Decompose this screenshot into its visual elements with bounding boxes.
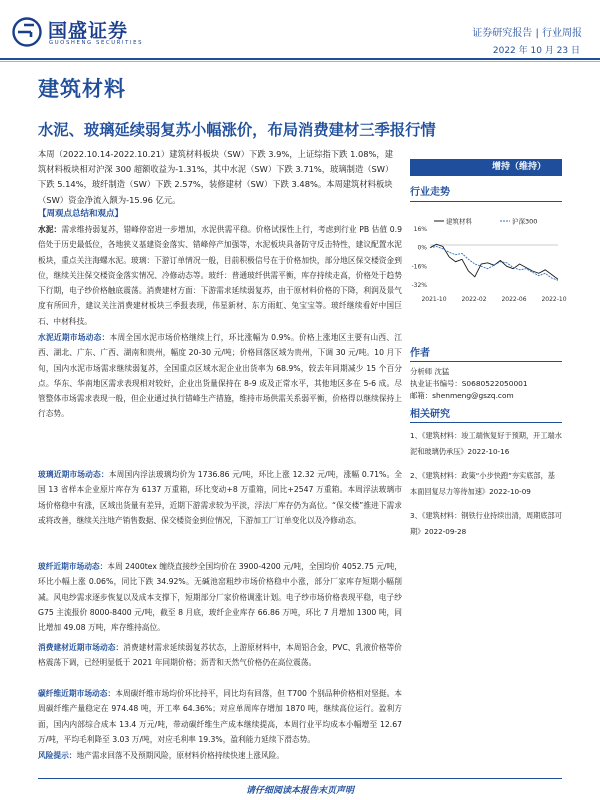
carbon-label: 碳纤维近期市场动态：: [38, 689, 116, 698]
consumer-text: 消费建材需求延续弱复苏状态，上游原材料中，本周铝合金，PVC、乳液价格等价格震荡下调，已经明显低于 2021 年同期价格；沥青和天然气价格仍在高位震荡。: [38, 643, 402, 668]
related-item[interactable]: 3、《建筑材料：钢铁行业持续出清，周期底部可期》2022-09-28: [410, 511, 562, 536]
x-tick-label: 2022-10: [541, 296, 567, 303]
key-points-intro: [38, 222, 402, 329]
y-tick-label: 0%: [417, 244, 427, 252]
cement-text: 本周全国水泥市场价格继续上行，环比涨幅为 0.9%。价格上涨地区主要有山西、江西、湖北、广东、广西、湖南和贵州，幅度 20-30 元/吨；价格回落区域为贵州，下调 30 元/吨。10 月下旬，国内水泥市场需求继续弱复苏，全国重点区域水泥企业出货率为 68.9%，较去年同期减少 15 个百分点。华东、华南地区需求表现相对较好，企业出货量保持在 8-9 成及正常水平，其他地区多在 5-6 成。尽管整体市场需求表现一般，但企业通过执行错峰生产措施，维持市场供需关系弱平衡，价格得以继续保持上行态势。: [38, 333, 402, 419]
intro-lead: 水泥：: [38, 225, 62, 234]
y-tick-label: -16%: [411, 263, 427, 271]
logo-english: GUOSHENG SECURITIES: [49, 40, 144, 46]
related-heading: 相关研究: [410, 409, 450, 420]
related-item[interactable]: 1、《建筑材料：竣工端恢复好于预期，开工端水泥和玻璃仍承压》2022-10-16: [410, 431, 562, 456]
related-rule: [410, 422, 562, 423]
consumer-section: [38, 640, 402, 671]
intro-text: 需求维持弱复苏，错峰停窑进一步增加，水泥供需平稳。价格试探性上行，考虑到行业 PB 估值 0.9 倍处于历史最低位，各地狭义基建资金落实、错峰停产加强等，水泥板块具备防守反击特性，建议配置水泥板块，重点关注海螺水泥。玻璃：下游订单情况一般，目前积极信号在于价格加快，部分地区保交楼资金到位，继续关注保交楼资金落实情况、冷修动态等。玻纤：普通玻纤供需平衡，库存持续走高，价格处于趋势下行期，电子纱价格触底震荡。消费建材方面：下游需求延续弱复苏，由于原材料价格的下降，利润及景气度有所回升，建议关注消费建材板块三季报表现，伟星新材、东方雨虹、兔宝宝等。玻纤继续看好中国巨石、中材科技。: [38, 225, 402, 326]
header-divider-thin: [0, 61, 600, 62]
glass-section: [38, 467, 402, 528]
footer-disclaimer: 请仔细阅读本报告末页声明: [245, 786, 354, 796]
guosheng-logo-icon: [12, 17, 42, 47]
risk-section: [38, 748, 402, 763]
consumer-label: 消费建材近期市场动态：: [38, 643, 124, 652]
fiber-label: 玻纤近期市场动态：: [38, 562, 108, 571]
y-tick-label: -32%: [411, 282, 427, 289]
related-item[interactable]: 2、《建筑材料：政策“小步快跑”夯实底部，基本面回复尽力等待加速》2022-10-09: [410, 471, 555, 496]
cement-section: [38, 330, 402, 422]
y-tick-label: 16%: [413, 226, 427, 233]
series-line-沪深300: [430, 247, 558, 281]
cement-label: 水泥近期市场动态：: [38, 333, 110, 342]
report-type: 证券研究报告 | 行业周报: [472, 28, 582, 39]
x-tick-label: 2022-06: [501, 296, 527, 303]
report-date: 2022 年 10 月 23 日: [492, 46, 580, 56]
analyst-name: 分析师 沈猛: [410, 367, 450, 376]
report-headline: 水泥、玻璃延续弱复苏小幅涨价，布局消费建材三季报行情: [38, 121, 436, 139]
carbon-text: 本周碳纤维市场均价环比持平，同比均有回落，但 T700 个别品种价格相对坚挺。本周碳纤维产量稳定在 974.48 吨，开工率 64.36%；对应单周库存增加 1870 吨，继续高位运行。盈利方面，国内内部综合成本 13.4 万元/吨，带动碳纤维生产成本继续提高，本周行业平均成本小幅增至 12.67 万/吨，平均毛利降至 3.03 万/吨，对应毛利率 19.3%，盈利能力延续下滑态势。: [38, 689, 402, 744]
weekly-summary: 本周（2022.10.14-2022.10.21）建筑材料板块（SW）下跌 3.9%，上证综指下跌 1.08%，建筑材料板块相对沪深 300 超额收益为-1.31%，其中水泥（SW）下跌 3.71%，玻璃制造（SW）下跌 5.14%，玻纤制造（SW）下跌 2.57%，装修建材（SW）下跌 3.48%。本周建筑材料板块（SW）资金净流入额为-15.96 亿元。: [38, 149, 394, 205]
footer-divider: [38, 778, 562, 779]
fiber-section: [38, 559, 402, 635]
glass-text: 本周国内浮法玻璃均价为 1736.86 元/吨，环比上涨 12.32 元/吨，涨幅 0.71%。全国 13 省样本企业原片库存为 6137 万重箱，环比变动+8 万重箱，同比+2547 万重箱。本周浮法玻璃市场价格稳中有涨，区域出货量有差异，近期下游需求较为平淡，浮法厂库存仍为高位。“保交楼”推进下需求或将改善，继续关注地产销售数据、保交楼资金到位情况，下游加工厂订单变化以及冷修动态。: [38, 470, 402, 525]
header-divider: [0, 58, 600, 60]
series-line-建筑材料: [430, 244, 558, 279]
author-heading: 作者: [410, 348, 430, 359]
fiber-text: 本周 2400tex 缠绕直接纱全国均价在 3900-4200 元/吨，全国均价 4052.75 元/吨，环比小幅上涨 0.06%，同比下跌 34.92%。无碱池窑粗纱市场价格稳中小涨，部分厂家库存短期小幅削减。风电纱需求逐步恢复以及成本支撑下，短期部分厂家价格调涨计划。电子纱市场价格表现平稳，电子纱 G75 主流报价 8000-8400 元/吨，截至 8 月底，玻纤企业库存 66.86 万吨，环比 7 月增加 1300 吨，同比增加 49.08 万吨，库存维持高位。: [38, 562, 402, 633]
legend-label-沪深300: 沪深300: [512, 217, 538, 226]
key-points-title: 【周观点总结和观点】: [38, 209, 124, 219]
logo-name: 国盛证券: [48, 20, 129, 42]
analyst-license: 执业证书编号：S0680522050001: [410, 379, 528, 388]
author-rule: [410, 361, 562, 362]
risk-label: 风险提示：: [38, 751, 77, 760]
glass-label: 玻璃近期市场动态：: [38, 470, 109, 479]
x-tick-label: 2021-10: [421, 296, 447, 303]
rating-badge: 增持（维持）: [410, 159, 562, 176]
legend-label-建筑材料: 建筑材料: [446, 217, 472, 226]
performance-heading: 行业走势: [410, 187, 450, 198]
performance-rule: [410, 201, 562, 202]
x-tick-label: 2022-02: [461, 296, 487, 303]
performance-chart: [394, 213, 567, 325]
sector-title: 建筑材料: [38, 77, 126, 101]
risk-text: 地产需求回落不及预期风险，原材料价格持续快速上涨风险。: [76, 751, 285, 760]
analyst-email[interactable]: 邮箱：shenmeng@gszq.com: [410, 391, 514, 400]
carbon-section: [38, 686, 402, 747]
